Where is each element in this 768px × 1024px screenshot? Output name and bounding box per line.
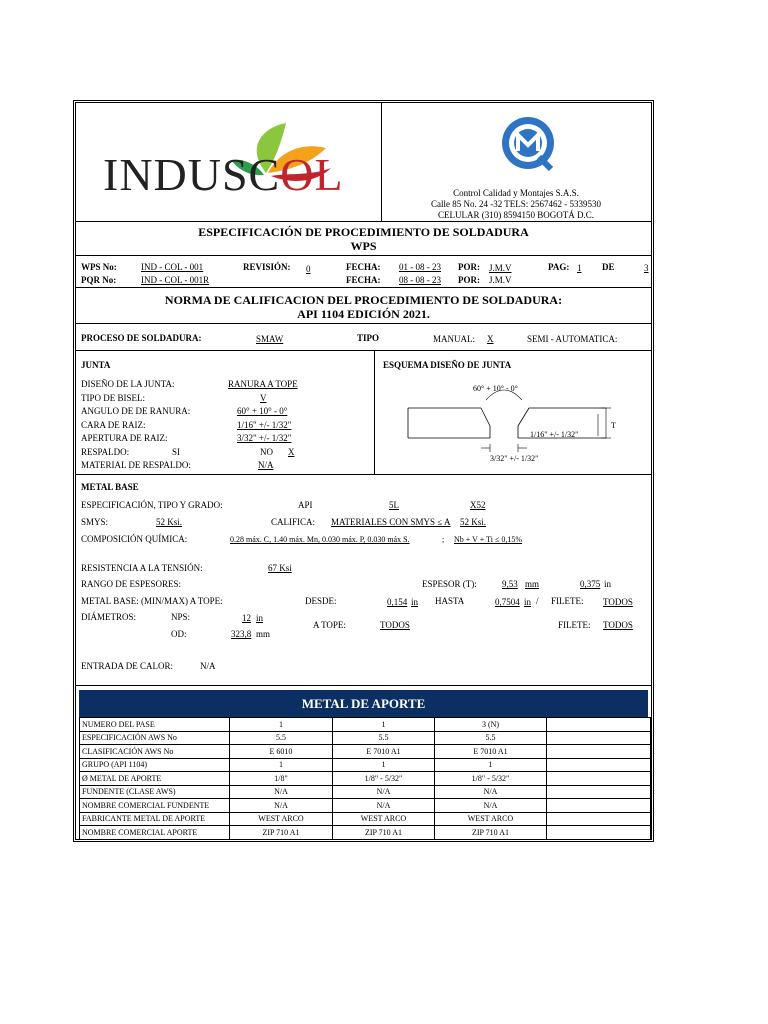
aporte-cell-pass2: N/A — [333, 785, 435, 799]
manual-label: MANUAL: — [433, 334, 475, 344]
junta-value-2: 60° + 10° - 0° — [237, 406, 288, 416]
junta-value-4: 3/32" +/- 1/32" — [237, 433, 292, 443]
company-address: Calle 85 No. 24 -32 TELS: 2567462 - 5339530 — [430, 199, 602, 209]
junta-label-0: DISEÑO DE LA JUNTA: — [81, 379, 175, 389]
composicion-value-2: Nb + V + Ti ≤ 0,15% — [454, 535, 523, 544]
smys-value: 52 Ksi. — [156, 517, 183, 527]
pag-label: PAG: — [548, 262, 570, 272]
respaldo-label: RESPALDO: — [81, 447, 130, 457]
aporte-row — [80, 745, 651, 759]
wps-document — [73, 100, 654, 842]
aporte-cell-pass2: ZIP 710 A1 — [333, 826, 435, 840]
sketch-root-face-label: 1/16" +/- 1/32" — [530, 430, 579, 439]
aporte-cell-pass1: N/A — [230, 785, 333, 799]
hasta-label: HASTA — [435, 596, 465, 606]
aporte-cell-pass2: N/A — [333, 799, 435, 813]
tension-label: RESISTENCIA A LA TENSIÓN: — [81, 563, 203, 573]
revision-label: REVISIÓN: — [243, 262, 291, 272]
junta-label-4: APERTURA DE RAIZ: — [81, 433, 168, 443]
aporte-cell-pass3: 5.5 — [435, 731, 547, 745]
aporte-cell-pass3: ZIP 710 A1 — [435, 826, 547, 840]
espesor-in-unit: in — [604, 579, 612, 589]
aporte-cell-pass2: 1/8" - 5/32" — [333, 772, 435, 786]
de-label: DE — [602, 262, 615, 272]
aporte-cell-pass1: E 6010 — [230, 745, 333, 759]
sketch-thickness-label: T — [611, 421, 616, 430]
aporte-cell-empty — [547, 745, 651, 759]
aporte-row-label: FABRICANTE METAL DE APORTE — [80, 812, 230, 826]
aporte-cell-pass2: 5.5 — [333, 731, 435, 745]
desde-value: 0,154 — [387, 597, 408, 607]
aporte-cell-pass3: E 7010 A1 — [435, 745, 547, 759]
junta-value-0: RANURA A TOPE — [228, 379, 298, 389]
aporte-row-label: NUMERO DEL PASE — [80, 718, 230, 732]
espesor-mm-value: 9,53 — [502, 579, 518, 589]
document-title: ESPECIFICACIÓN DE PROCEDIMIENTO DE SOLDADURA — [198, 225, 529, 239]
filete2-value: TODOS — [603, 620, 633, 630]
aporte-cell-pass2: 1 — [333, 718, 435, 732]
diametros-label: DIÁMETROS: — [81, 612, 137, 622]
nps-unit: in — [256, 613, 264, 623]
aporte-cell-pass1: ZIP 710 A1 — [230, 826, 333, 840]
composicion-label: COMPOSICIÓN QUÍMICA: — [81, 534, 188, 544]
respaldo-si: SI — [172, 447, 181, 457]
aporte-row — [80, 826, 651, 840]
tension-value: 67 Ksi — [268, 563, 292, 573]
desde-label: DESDE: — [305, 596, 337, 606]
aporte-row — [80, 758, 651, 772]
aporte-cell-empty — [547, 799, 651, 813]
rango-label: RANGO DE ESPESORES: — [81, 579, 182, 589]
manual-value: X — [487, 334, 494, 344]
desde-unit: in — [411, 597, 419, 607]
fecha-1: 01 - 08 - 23 — [399, 262, 441, 272]
aporte-cell-empty — [547, 812, 651, 826]
tipo-label: TIPO — [357, 333, 380, 343]
califica-value: MATERIALES CON SMYS ≤ A — [331, 517, 451, 527]
espec-api: API — [298, 500, 313, 510]
semi-automatica-label: SEMI - AUTOMATICA: — [527, 334, 618, 344]
aporte-row-label: NOMBRE COMERCIAL APORTE — [80, 826, 230, 840]
aporte-row — [80, 799, 651, 813]
aporte-row-label: ESPECIFICACIÓN AWS No — [80, 731, 230, 745]
califica-ksi: 52 Ksi. — [460, 517, 487, 527]
sketch-angle-label: 60° + 10° - 0° — [473, 384, 518, 393]
por-2: J.M.V — [489, 275, 512, 285]
aporte-cell-pass1: 1 — [230, 758, 333, 772]
pqr-label: PQR No: — [81, 275, 117, 285]
espec-5l: 5L — [389, 500, 399, 510]
od-value: 323,8 — [231, 629, 252, 639]
hasta-value: 0,7504 — [495, 597, 520, 607]
wps-value: IND - COL - 001 — [141, 262, 204, 272]
aporte-cell-empty — [547, 772, 651, 786]
hasta-unit: in — [524, 597, 532, 607]
pag-value: 1 — [577, 263, 582, 273]
filete-value: TODOS — [603, 597, 633, 607]
aporte-row — [80, 812, 651, 826]
company-phone: CELULAR (310) 8594150 BOGOTÁ D.C. — [438, 210, 594, 220]
aporte-cell-empty — [547, 731, 651, 745]
aporte-cell-pass3: N/A — [435, 785, 547, 799]
pqr-value: IND - COL - 001R — [141, 275, 210, 285]
entrada-calor-label: ENTRADA DE CALOR: — [81, 661, 173, 671]
cm-logo-icon — [499, 113, 557, 173]
nps-value: 12 — [242, 613, 251, 623]
od-label: OD: — [171, 629, 187, 639]
de-value: 3 — [644, 263, 649, 273]
aporte-cell-pass2: E 7010 A1 — [333, 745, 435, 759]
fecha-2: 08 - 08 - 23 — [399, 275, 441, 285]
document-subtitle: WPS — [350, 239, 377, 253]
proceso-label: PROCESO DE SOLDADURA: — [81, 333, 202, 343]
aporte-cell-pass3: 3 (N) — [435, 718, 547, 732]
aporte-cell-empty — [547, 718, 651, 732]
junta-label-2: ANGULO DE DE RANURA: — [81, 406, 191, 416]
aporte-row-label: CLASIFICACIÓN AWS No — [80, 745, 230, 759]
aporte-cell-pass3: 1/8" - 5/32" — [435, 772, 547, 786]
aporte-cell-pass3: WEST ARCO — [435, 812, 547, 826]
por-1: J.M.V — [489, 263, 512, 273]
composicion-value: 0.28 máx. C, 1.40 máx. Mn, 0.030 máx. P, 0.030 máx S. — [230, 535, 410, 544]
respaldo-no: NO — [260, 447, 273, 457]
smys-label: SMYS: — [81, 517, 109, 527]
aporte-cell-pass2: 1 — [333, 758, 435, 772]
a-tope-value: TODOS — [380, 620, 410, 630]
filete2-label: FILETE: — [558, 620, 591, 630]
fecha-label: FECHA: — [346, 262, 381, 272]
por-label-2: POR: — [458, 275, 480, 285]
filete-label: FILETE: — [551, 596, 584, 606]
norma-edition: API 1104 EDICIÓN 2021. — [297, 307, 430, 321]
header-right-cell — [381, 103, 651, 221]
espec-x52: X52 — [470, 500, 486, 510]
metal-aporte-title: METAL DE APORTE — [79, 690, 648, 717]
esquema-title: ESQUEMA DISEÑO DE JUNTA — [383, 360, 512, 370]
aporte-cell-pass3: N/A — [435, 799, 547, 813]
aporte-cell-empty — [547, 785, 651, 799]
aporte-row-label: NOMBRE COMERCIAL FUNDENTE — [80, 799, 230, 813]
header-left-cell — [76, 103, 382, 221]
mb-tope-label: METAL BASE: (MIN/MAX) A TOPE: — [81, 596, 223, 606]
junta-label-3: CARA DE RAIZ: — [81, 420, 146, 430]
junta-title: JUNTA — [81, 360, 111, 370]
norma-title: NORMA DE CALIFICACION DEL PROCEDIMIENTO DE SOLDADURA: — [164, 293, 563, 307]
metal-aporte-table — [79, 717, 651, 840]
junta-value-3: 1/16" +/- 1/32" — [237, 420, 292, 430]
od-unit: mm — [256, 629, 271, 639]
aporte-cell-pass1: 1/8" — [230, 772, 333, 786]
entrada-calor-value: N/A — [200, 661, 216, 671]
aporte-cell-pass3: 1 — [435, 758, 547, 772]
espesor-label: ESPESOR (T): — [422, 579, 477, 589]
hasta-slash: / — [536, 596, 539, 606]
material-respaldo-value: N/A — [258, 460, 274, 470]
aporte-row — [80, 718, 651, 732]
aporte-row — [80, 772, 651, 786]
aporte-cell-empty — [547, 826, 651, 840]
proceso-value: SMAW — [256, 334, 284, 344]
espesor-in-value: 0,375 — [580, 579, 601, 589]
aporte-cell-pass1: 5.5 — [230, 731, 333, 745]
revision-value: 0 — [306, 264, 311, 274]
aporte-row-label: GRUPO (API 1104) — [80, 758, 230, 772]
junta-label-1: TIPO DE BISEL: — [81, 393, 145, 403]
califica-label: CALIFICA: — [271, 517, 316, 527]
metal-base-title: METAL BASE — [81, 482, 139, 492]
wps-label: WPS No: — [81, 262, 117, 272]
company-name: Control Calidad y Montajes S.A.S. — [453, 188, 579, 198]
junta-value-1: V — [260, 393, 267, 403]
a-tope-label: A TOPE: — [313, 620, 346, 630]
respaldo-no-mark: X — [288, 447, 295, 457]
aporte-row — [80, 785, 651, 799]
espesor-mm-unit: mm — [525, 579, 540, 589]
aporte-cell-pass1: N/A — [230, 799, 333, 813]
aporte-cell-pass2: WEST ARCO — [333, 812, 435, 826]
composicion-separator: ; — [442, 535, 445, 544]
sketch-root-gap-label: 3/32" +/- 1/32" — [490, 454, 539, 463]
aporte-cell-empty — [547, 758, 651, 772]
aporte-cell-pass1: 1 — [230, 718, 333, 732]
nps-label: NPS: — [171, 612, 191, 622]
aporte-row — [80, 731, 651, 745]
aporte-cell-pass1: WEST ARCO — [230, 812, 333, 826]
indusol-logo: INDUSCOL — [103, 149, 344, 200]
material-respaldo-label: MATERIAL DE RESPALDO: — [81, 460, 191, 470]
espec-label: ESPECIFICACIÓN, TIPO Y GRADO: — [81, 500, 223, 510]
por-label: POR: — [458, 262, 480, 272]
aporte-row-label: Ø METAL DE APORTE — [80, 772, 230, 786]
aporte-row-label: FUNDENTE (CLASE AWS) — [80, 785, 230, 799]
fecha-label-2: FECHA: — [346, 275, 381, 285]
